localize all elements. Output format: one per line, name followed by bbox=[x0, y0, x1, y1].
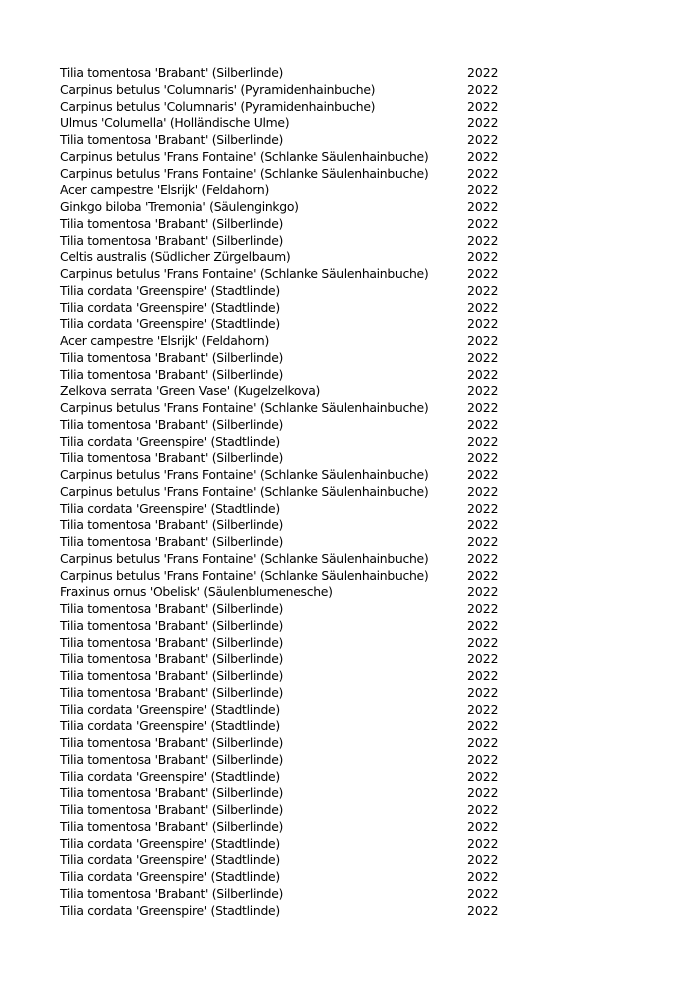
tree-species-name: Tilia cordata 'Greenspire' (Stadtlinde) bbox=[60, 718, 280, 734]
tree-species-name: Tilia tomentosa 'Brabant' (Silberlinde) bbox=[60, 416, 284, 432]
tree-row bbox=[60, 869, 520, 886]
planting-year: 2022 bbox=[467, 584, 499, 600]
planting-year: 2022 bbox=[467, 333, 499, 348]
tree-row bbox=[60, 132, 520, 149]
planting-year: 2022 bbox=[467, 668, 499, 683]
tree-species-name: Tilia cordata 'Greenspire' (Stadtlinde) bbox=[60, 282, 280, 298]
planting-year: 2022 bbox=[467, 835, 499, 851]
tree-species-name: Tilia tomentosa 'Brabant' (Silberlinde) bbox=[60, 366, 284, 382]
tree-species-name: Tilia tomentosa 'Brabant' (Silberlinde) bbox=[60, 349, 284, 365]
tree-row bbox=[60, 417, 520, 434]
planting-year: 2022 bbox=[467, 400, 499, 415]
tree-row bbox=[60, 82, 520, 99]
tree-row bbox=[60, 886, 520, 903]
planting-year: 2022 bbox=[467, 316, 499, 332]
planting-year: 2022 bbox=[467, 299, 499, 315]
tree-row bbox=[60, 718, 520, 735]
planting-year: 2022 bbox=[467, 383, 499, 399]
tree-species-name: Acer campestre 'Elsrijk' (Feldahorn) bbox=[60, 182, 270, 198]
planting-year: 2022 bbox=[467, 467, 499, 482]
tree-species-name: Tilia tomentosa 'Brabant' (Silberlinde) bbox=[60, 785, 284, 801]
tree-row bbox=[60, 635, 520, 652]
tree-row bbox=[60, 434, 520, 451]
tree-species-name: Tilia cordata 'Greenspire' (Stadtlinde) bbox=[60, 902, 280, 918]
planting-year: 2022 bbox=[467, 349, 499, 365]
tree-row bbox=[60, 769, 520, 786]
tree-row bbox=[60, 367, 520, 384]
planting-year: 2022 bbox=[467, 567, 499, 583]
planting-year: 2022 bbox=[467, 65, 499, 80]
tree-species-name: Fraxinus ornus 'Obelisk' (Säulenblumenesche) bbox=[60, 584, 333, 600]
tree-species-name: Acer campestre 'Elsrijk' (Feldahorn) bbox=[60, 333, 270, 348]
tree-species-name: Tilia cordata 'Greenspire' (Stadtlinde) bbox=[60, 433, 280, 449]
tree-row bbox=[60, 199, 520, 216]
planting-year: 2022 bbox=[467, 132, 499, 147]
tree-row bbox=[60, 350, 520, 367]
tree-species-name: Tilia tomentosa 'Brabant' (Silberlinde) bbox=[60, 617, 284, 633]
tree-species-name: Tilia tomentosa 'Brabant' (Silberlinde) bbox=[60, 802, 284, 817]
tree-row bbox=[60, 534, 520, 551]
tree-row bbox=[60, 668, 520, 685]
tree-row bbox=[60, 115, 520, 132]
tree-species-name: Tilia cordata 'Greenspire' (Stadtlinde) bbox=[60, 768, 280, 784]
planting-year: 2022 bbox=[467, 199, 499, 214]
planting-year: 2022 bbox=[467, 802, 499, 817]
planting-year: 2022 bbox=[467, 651, 499, 667]
tree-row bbox=[60, 852, 520, 869]
tree-species-name: Tilia tomentosa 'Brabant' (Silberlinde) bbox=[60, 735, 284, 750]
planting-year: 2022 bbox=[467, 785, 499, 801]
tree-species-name: Tilia tomentosa 'Brabant' (Silberlinde) bbox=[60, 450, 284, 466]
tree-row bbox=[60, 785, 520, 802]
tree-row bbox=[60, 249, 520, 266]
tree-row bbox=[60, 233, 520, 250]
tree-row bbox=[60, 802, 520, 819]
tree-row bbox=[60, 651, 520, 668]
tree-species-name: Tilia cordata 'Greenspire' (Stadtlinde) bbox=[60, 852, 280, 868]
tree-species-name: Carpinus betulus 'Frans Fontaine' (Schlanke Säulenhainbuche) bbox=[60, 165, 429, 181]
planting-year: 2022 bbox=[467, 215, 499, 231]
tree-species-name: Carpinus betulus 'Columnaris' (Pyramidenhainbuche) bbox=[60, 98, 376, 114]
planting-year: 2022 bbox=[467, 617, 499, 633]
tree-row bbox=[60, 283, 520, 300]
tree-row bbox=[60, 601, 520, 618]
planting-year: 2022 bbox=[467, 869, 499, 884]
tree-row bbox=[60, 903, 520, 920]
tree-row bbox=[60, 467, 520, 484]
planting-year: 2022 bbox=[467, 517, 499, 533]
tree-species-name: Carpinus betulus 'Columnaris' (Pyramidenhainbuche) bbox=[60, 81, 376, 97]
planting-year: 2022 bbox=[467, 885, 499, 901]
tree-row bbox=[60, 702, 520, 719]
tree-row bbox=[60, 216, 520, 233]
tree-row bbox=[60, 182, 520, 199]
tree-row bbox=[60, 584, 520, 601]
planting-year: 2022 bbox=[467, 282, 499, 298]
tree-species-name: Carpinus betulus 'Frans Fontaine' (Schlanke Säulenhainbuche) bbox=[60, 550, 429, 566]
tree-row bbox=[60, 266, 520, 283]
tree-species-name: Tilia tomentosa 'Brabant' (Silberlinde) bbox=[60, 232, 284, 248]
tree-row bbox=[60, 316, 520, 333]
tree-species-name: Tilia tomentosa 'Brabant' (Silberlinde) bbox=[60, 65, 284, 80]
tree-species-name: Tilia tomentosa 'Brabant' (Silberlinde) bbox=[60, 215, 284, 231]
tree-row bbox=[60, 99, 520, 116]
tree-species-name: Tilia cordata 'Greenspire' (Stadtlinde) bbox=[60, 835, 280, 851]
tree-row bbox=[60, 501, 520, 518]
planting-year: 2022 bbox=[467, 852, 499, 868]
tree-species-name: Tilia cordata 'Greenspire' (Stadtlinde) bbox=[60, 701, 280, 717]
tree-row bbox=[60, 735, 520, 752]
tree-species-name: Ulmus 'Columella' (Holländische Ulme) bbox=[60, 115, 290, 131]
tree-species-name: Tilia tomentosa 'Brabant' (Silberlinde) bbox=[60, 132, 284, 147]
tree-species-name: Tilia tomentosa 'Brabant' (Silberlinde) bbox=[60, 634, 284, 650]
planting-year: 2022 bbox=[467, 751, 499, 767]
tree-species-name: Zelkova serrata 'Green Vase' (Kugelzelkova) bbox=[60, 383, 321, 399]
tree-species-name: Tilia tomentosa 'Brabant' (Silberlinde) bbox=[60, 818, 284, 834]
tree-species-name: Tilia tomentosa 'Brabant' (Silberlinde) bbox=[60, 684, 284, 700]
tree-row bbox=[60, 400, 520, 417]
planting-year: 2022 bbox=[467, 182, 499, 198]
tree-list bbox=[60, 65, 520, 919]
planting-year: 2022 bbox=[467, 483, 499, 499]
tree-row bbox=[60, 836, 520, 853]
tree-species-name: Tilia cordata 'Greenspire' (Stadtlinde) bbox=[60, 316, 280, 332]
tree-row bbox=[60, 383, 520, 400]
planting-year: 2022 bbox=[467, 818, 499, 834]
planting-year: 2022 bbox=[467, 433, 499, 449]
tree-species-name: Carpinus betulus 'Frans Fontaine' (Schlanke Säulenhainbuche) bbox=[60, 483, 429, 499]
tree-species-name: Tilia cordata 'Greenspire' (Stadtlinde) bbox=[60, 500, 280, 516]
tree-row bbox=[60, 551, 520, 568]
tree-row bbox=[60, 685, 520, 702]
tree-species-name: Carpinus betulus 'Frans Fontaine' (Schlanke Säulenhainbuche) bbox=[60, 567, 429, 583]
tree-row bbox=[60, 166, 520, 183]
tree-species-name: Carpinus betulus 'Frans Fontaine' (Schlanke Säulenhainbuche) bbox=[60, 467, 429, 482]
tree-species-name: Celtis australis (Südlicher Zürgelbaum) bbox=[60, 249, 291, 265]
tree-row bbox=[60, 819, 520, 836]
tree-species-name: Tilia cordata 'Greenspire' (Stadtlinde) bbox=[60, 869, 280, 884]
planting-year: 2022 bbox=[467, 81, 499, 97]
tree-species-name: Carpinus betulus 'Frans Fontaine' (Schlanke Säulenhainbuche) bbox=[60, 266, 429, 281]
planting-year: 2022 bbox=[467, 232, 499, 248]
tree-species-name: Tilia tomentosa 'Brabant' (Silberlinde) bbox=[60, 517, 284, 533]
tree-species-name: Carpinus betulus 'Frans Fontaine' (Schlanke Säulenhainbuche) bbox=[60, 148, 429, 164]
tree-species-name: Ginkgo biloba 'Tremonia' (Säulenginkgo) bbox=[60, 199, 299, 214]
planting-year: 2022 bbox=[467, 634, 499, 650]
tree-row bbox=[60, 568, 520, 585]
planting-year: 2022 bbox=[467, 601, 499, 616]
planting-year: 2022 bbox=[467, 550, 499, 566]
planting-year: 2022 bbox=[467, 148, 499, 164]
tree-row bbox=[60, 300, 520, 317]
planting-year: 2022 bbox=[467, 450, 499, 466]
tree-row bbox=[60, 484, 520, 501]
tree-species-name: Tilia tomentosa 'Brabant' (Silberlinde) bbox=[60, 668, 284, 683]
tree-species-name: Tilia tomentosa 'Brabant' (Silberlinde) bbox=[60, 651, 284, 667]
planting-year: 2022 bbox=[467, 416, 499, 432]
planting-year: 2022 bbox=[467, 115, 499, 131]
tree-species-name: Tilia tomentosa 'Brabant' (Silberlinde) bbox=[60, 534, 284, 549]
tree-row bbox=[60, 618, 520, 635]
planting-year: 2022 bbox=[467, 165, 499, 181]
tree-species-name: Tilia tomentosa 'Brabant' (Silberlinde) bbox=[60, 885, 284, 901]
tree-species-name: Tilia tomentosa 'Brabant' (Silberlinde) bbox=[60, 751, 284, 767]
planting-year: 2022 bbox=[467, 249, 499, 265]
tree-species-name: Tilia cordata 'Greenspire' (Stadtlinde) bbox=[60, 299, 280, 315]
planting-year: 2022 bbox=[467, 735, 499, 750]
planting-year: 2022 bbox=[467, 718, 499, 734]
tree-row bbox=[60, 149, 520, 166]
tree-species-name: Tilia tomentosa 'Brabant' (Silberlinde) bbox=[60, 601, 284, 616]
tree-row bbox=[60, 65, 520, 82]
planting-year: 2022 bbox=[467, 902, 499, 918]
planting-year: 2022 bbox=[467, 266, 499, 281]
tree-row bbox=[60, 517, 520, 534]
planting-year: 2022 bbox=[467, 684, 499, 700]
tree-row bbox=[60, 333, 520, 350]
tree-row bbox=[60, 752, 520, 769]
planting-year: 2022 bbox=[467, 768, 499, 784]
planting-year: 2022 bbox=[467, 701, 499, 717]
planting-year: 2022 bbox=[467, 366, 499, 382]
planting-year: 2022 bbox=[467, 500, 499, 516]
planting-year: 2022 bbox=[467, 534, 499, 549]
tree-species-name: Carpinus betulus 'Frans Fontaine' (Schlanke Säulenhainbuche) bbox=[60, 400, 429, 415]
tree-row bbox=[60, 450, 520, 467]
planting-year: 2022 bbox=[467, 98, 499, 114]
